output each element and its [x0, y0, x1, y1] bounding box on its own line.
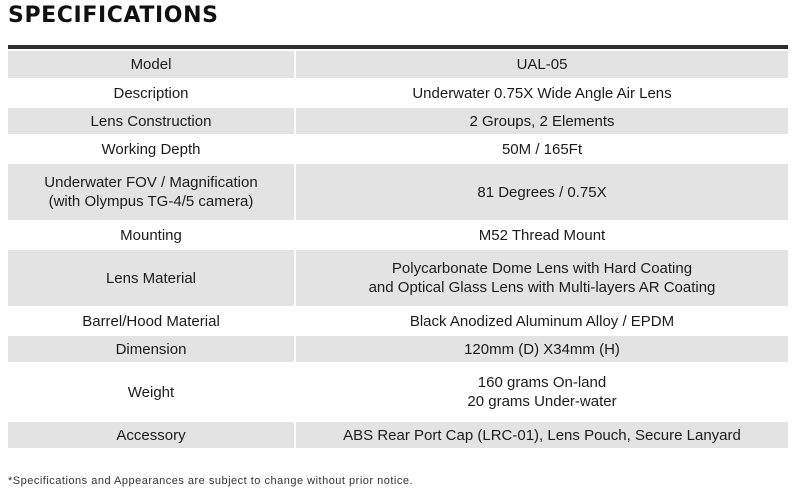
spec-row-weight [8, 363, 788, 421]
spec-label [8, 421, 295, 449]
spec-value-text: 120mm (D) X34mm (H) [464, 340, 620, 358]
spec-label [8, 307, 295, 335]
spec-value [295, 163, 788, 221]
spec-row-working-depth [8, 135, 788, 163]
spec-value [295, 221, 788, 249]
spec-row-accessory [8, 421, 788, 449]
page-title: SPECIFICATIONS [8, 3, 219, 28]
disclaimer-footnote: *Specifications and Appearances are subject to change without prior notice. [8, 475, 414, 487]
spec-value-text: 2 Groups, 2 Elements [469, 112, 615, 130]
spec-value-text: M52 Thread Mount [478, 226, 606, 244]
spec-row-fov-magnification [8, 163, 788, 221]
spec-label [8, 163, 295, 221]
spec-value [295, 51, 788, 79]
spec-label-text: Mounting [120, 226, 182, 244]
spec-label-text: Underwater FOV / Magnification [44, 174, 258, 191]
spec-value-text: Underwater 0.75X Wide Angle Air Lens [412, 84, 672, 102]
spec-label-text: Accessory [116, 426, 186, 444]
spec-label-text: Barrel/Hood Material [82, 312, 220, 330]
spec-value-text: Black Anodized Aluminum Alloy / EPDM [409, 312, 675, 330]
spec-value [295, 335, 788, 363]
spec-label-text: Lens Material [105, 269, 197, 287]
spec-value [295, 307, 788, 335]
spec-value-text: 160 grams On-land [477, 374, 607, 391]
spec-label [8, 51, 295, 79]
spec-value-text: ABS Rear Port Cap (LRC-01), Lens Pouch, Secure Lanyard [343, 426, 741, 444]
spec-value-text: and Optical Glass Lens with Multi-layers AR Coating [368, 279, 716, 296]
spec-label [8, 79, 295, 107]
spec-label [8, 249, 295, 307]
spec-row-dimension [8, 335, 788, 363]
spec-label-text: Model [130, 56, 172, 73]
spec-label [8, 135, 295, 163]
spec-row-lens-construction [8, 107, 788, 135]
spec-label [8, 221, 295, 249]
spec-label-text: Description [113, 84, 189, 102]
spec-value [295, 363, 788, 421]
spec-label [8, 107, 295, 135]
spec-value-text: 81 Degrees / 0.75X [477, 183, 607, 201]
spec-value [295, 79, 788, 107]
spec-label [8, 363, 295, 421]
spec-row-mounting [8, 221, 788, 249]
spec-label-text: Dimension [115, 340, 187, 358]
spec-value [295, 107, 788, 135]
spec-label-text: (with Olympus TG-4/5 camera) [48, 193, 254, 210]
spec-value-text: 50M / 165Ft [501, 140, 583, 158]
spec-label [8, 335, 295, 363]
spec-label-text: Working Depth [101, 140, 201, 158]
spec-row-barrel-hood-material [8, 307, 788, 335]
spec-value [295, 249, 788, 307]
spec-value [295, 135, 788, 163]
spec-row-model [8, 51, 788, 79]
spec-value-text: Polycarbonate Dome Lens with Hard Coating [391, 260, 693, 277]
spec-value-text: UAL-05 [516, 56, 568, 73]
title-divider [8, 45, 788, 49]
spec-row-lens-material [8, 249, 788, 307]
spec-row-description [8, 79, 788, 107]
spec-label-text: Weight [127, 383, 175, 401]
spec-value [295, 421, 788, 449]
spec-value-text: 20 grams Under-water [467, 393, 617, 410]
specifications-table [8, 51, 788, 450]
spec-label-text: Lens Construction [90, 112, 212, 130]
